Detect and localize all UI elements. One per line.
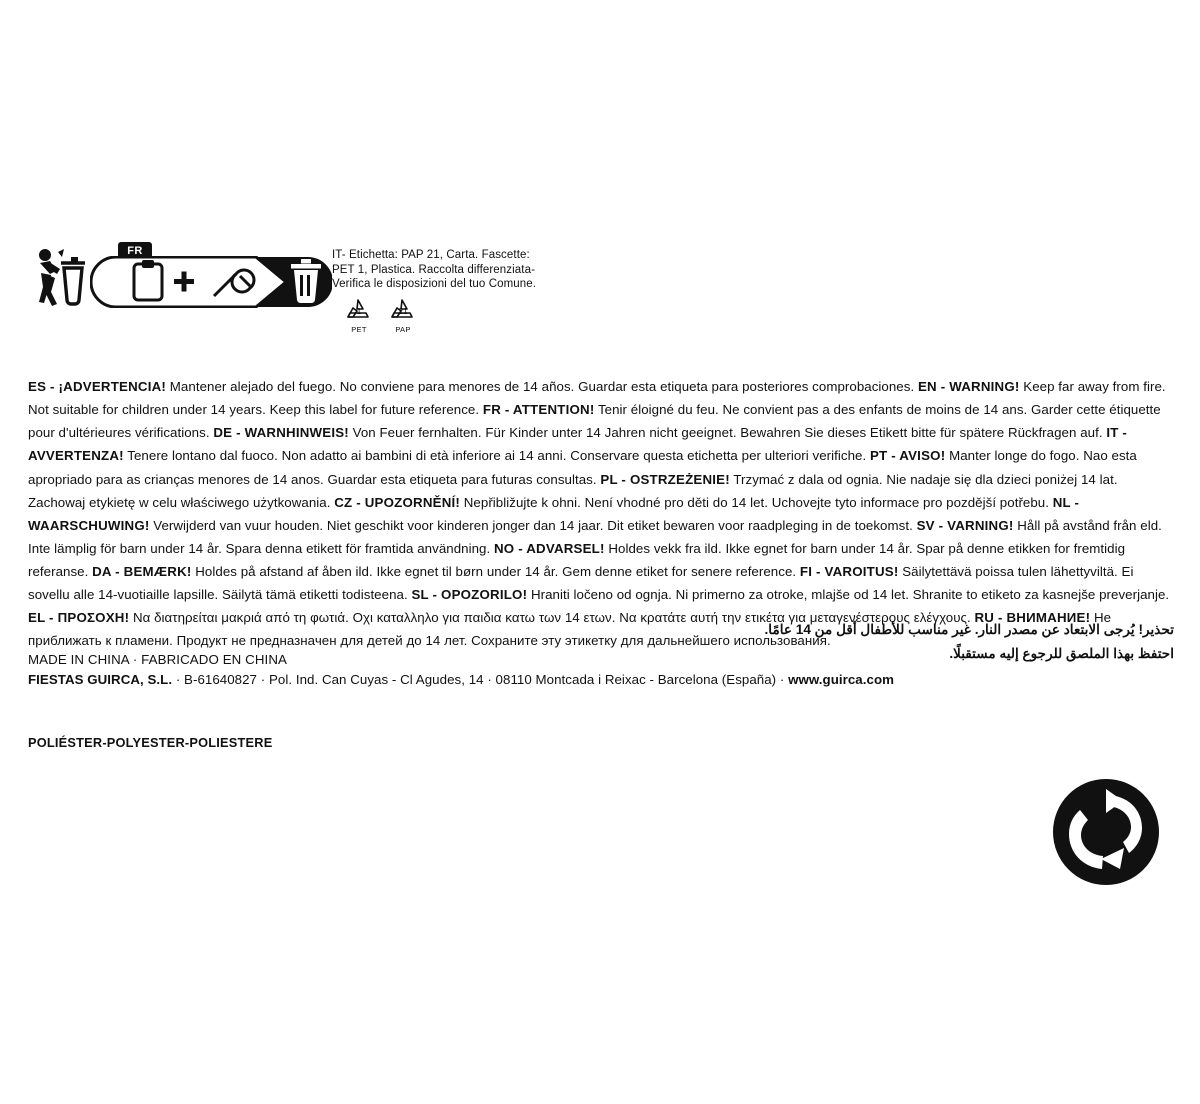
warning-language-text: Не приближать к пламени. Продукт не предназначен для детей до 14 лет. Сохраните эту этикетку для дальнейшего использования. xyxy=(28,610,1112,649)
warning-language-text: Manter longe do fogo. Nao esta apropriado para as crianças menores de 14 anos. Guardar esta etiqueta para futuras consultas. xyxy=(28,448,1137,487)
warning-language-label: ES - ¡ADVERTENCIA! xyxy=(28,379,167,394)
material-code-group xyxy=(338,296,468,336)
material-code-pap xyxy=(382,296,424,334)
warning-language-label: PT - AVISO! xyxy=(869,448,946,464)
warning-language-text: Tenere lontano dal fuoco. Non adatto ai bambini di età inferiore ai 14 anni. Conservare questa etichetta per ulteriori verifiche. xyxy=(123,448,870,464)
warning-language-label: NO - ADVARSEL! xyxy=(493,540,605,556)
warning-language-text: Nepřibližujte k ohni. Není vhodné pro děti do 14 let. Uchovejte tyto informace pro pozdější potřebu. xyxy=(460,494,1053,510)
warning-language-text: Να διατηρείται μακριά από τη φωτιά. Οχι καταλληλο για παιδια κατω των 14 ετων. Να κρατάτε αυτή την ετικέτα για μεταγενέστερους ελέγχους. xyxy=(129,610,975,626)
warning-language-text: Håll på avstånd från eld. Inte lämplig för barn under 14 år. Spara denna etikett för framtida användning. xyxy=(28,517,1162,556)
warning-language-label: SL - OPOZORILO! xyxy=(411,587,528,603)
green-dot-recycling-icon xyxy=(1052,778,1160,886)
warning-language-label: PL - OSTRZEŻENIE! xyxy=(600,471,730,487)
warning-language-text: Tenir éloigné du feu. Ne convient pas a des enfants de moins de 14 ans. Garder cette étiquette pour d'ultérieures vérifications. xyxy=(28,402,1161,441)
italy-disposal-note: IT- Etichetta: PAP 21, Carta. Fascette: PET 1, Plastica. Raccolta differenziata- Verifica le disposizioni del tuo Comune. xyxy=(332,249,537,291)
warning-language-label: FI - VAROITUS! xyxy=(799,564,899,579)
company-address-line xyxy=(28,672,894,687)
fr-disposal-pill xyxy=(90,242,332,308)
company-name: FIESTAS GUIRCA, S.L. xyxy=(28,672,173,687)
multilingual-warning-paragraph xyxy=(28,375,1174,653)
material-code-label: PET xyxy=(351,325,367,334)
company-address: · B-61640827 · Pol. Ind. Can Cuyas - Cl Agudes, 14 · 08110 Montcada i Reixac - Barcelona (España) · xyxy=(172,672,789,687)
dispose-in-bin-icon xyxy=(28,246,86,308)
warning-language-label: FR - ATTENTION! xyxy=(482,402,595,418)
warning-language-text: Holdes vekk fra ild. Ikke egnet for barn under 14 år. Spar på denne etikken for fremtidig referanse. xyxy=(28,540,1126,579)
warning-language-text: Holdes på afstand af åben ild. Ikke egnet til børn under 14 år. Gem denne etiket for senere reference. xyxy=(191,564,800,579)
svg-text:1: 1 xyxy=(356,307,362,316)
material-code-pet xyxy=(338,296,380,334)
warning-language-text: Trzymać z dala od ognia. Nie nadaje się dla dzieci poniżej 14 lat. Zachowaj etykietę w celu właściwego użytkowania. xyxy=(28,471,1118,510)
warning-language-label: RU - ВНИМАНИЕ! xyxy=(974,610,1091,626)
company-website: www.guirca.com xyxy=(788,672,894,687)
warning-language-label: CZ - UPOZORNĚNÍ! xyxy=(334,494,461,510)
warning-language-label: EL - ΠΡΟΣΟΧΗ! xyxy=(28,610,130,626)
material-code-label: PAP xyxy=(395,325,411,334)
material-composition-line: POLIÉSTER-POLYESTER-POLIESTERE xyxy=(28,735,273,750)
warning-language-text: Verwijderd van vuur houden. Niet geschikt voor kinderen jonger dan 14 jaar. Dit etiket bewaren voor raadpleging in de toekomst. xyxy=(149,517,917,533)
warning-language-label: SV - VARNING! xyxy=(916,517,1014,533)
warning-language-text: Mantener alejado del fuego. No conviene para menores de 14 años. Guardar esta etiqueta para posteriores comprobaciones. xyxy=(166,379,918,394)
warning-language-label: DA - BEMÆRK! xyxy=(92,564,192,579)
warning-language-text: Hraniti ločeno od ognja. Ni primerno za otroke, mlajše od 14 let. Shranite to etiketo za kasnejše preverjanje. xyxy=(527,587,1170,603)
warning-language-text: Von Feuer fernhalten. Für Kinder unter 14 Jahren nicht geeignet. Bewahren Sie dieses Etikett bitte für spätere Rückfragen auf. xyxy=(348,425,1107,441)
svg-text:21: 21 xyxy=(398,307,408,316)
warning-language-label: DE - WARNHINWEIS! xyxy=(213,425,349,441)
made-in-line: MADE IN CHINA · FABRICADO EN CHINA xyxy=(28,652,288,667)
warning-language-label: EN - WARNING! xyxy=(917,379,1020,394)
warning-language-text: Säilytettävä poissa tulen lähettyviltä. Ei sovellu alle 14-vuotiaille lapsille. Säilytä tämä etiketti todisteena. xyxy=(28,564,1134,603)
warning-language-label: IT - AVVERTENZA! xyxy=(28,425,1128,464)
warning-language-label: NL - WAARSCHUWING! xyxy=(28,494,1080,533)
warning-language-text: Keep far away from fire. Not suitable for children under 14 years. Keep this label for future reference. xyxy=(28,379,1166,418)
region-tag-fr: FR xyxy=(118,242,152,260)
warning-arabic: تحذير! يُرجى الابتعاد عن مصدر النار. غير مناسب للأطفال أقل من 14 عامًا. احتفظ بهذا الملصق للرجوع إليه مستقبلًا. xyxy=(764,622,1174,661)
